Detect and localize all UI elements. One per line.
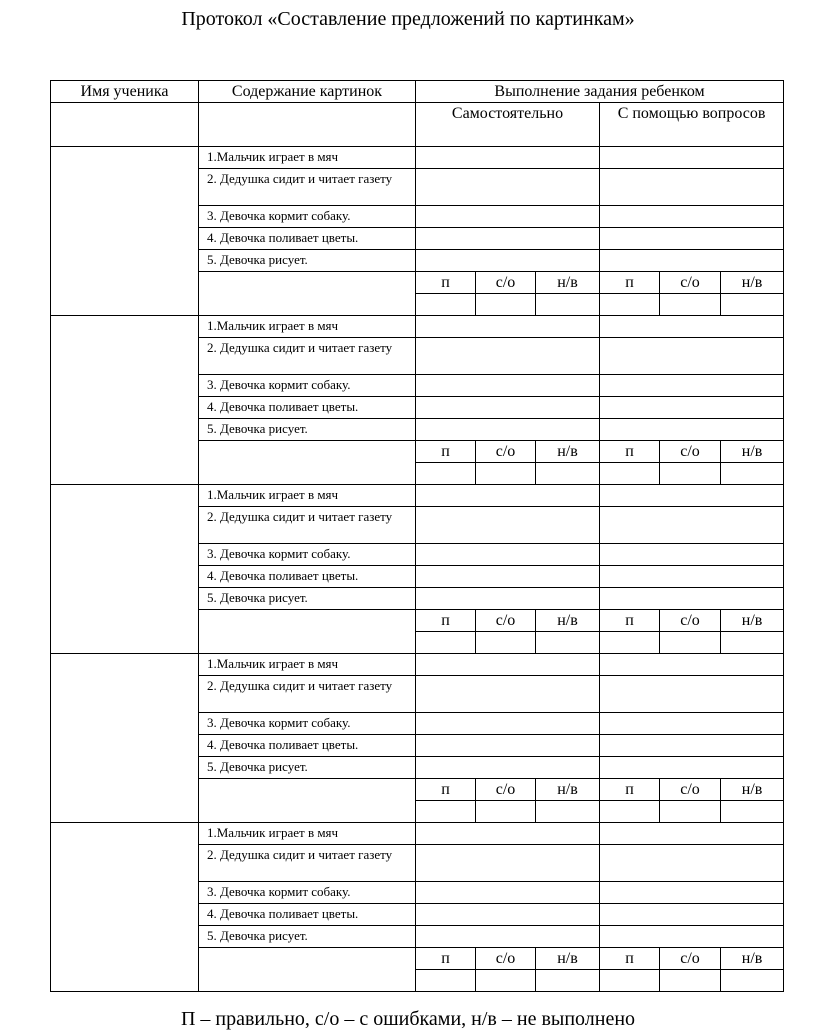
picture-item: 4. Девочка поливает цветы.	[199, 904, 416, 926]
result-code-label: с/о	[476, 948, 536, 970]
result-code-label: с/о	[660, 948, 721, 970]
result-score-cell[interactable]	[416, 463, 476, 485]
result-score-cell[interactable]	[600, 970, 660, 992]
with-questions-result-cell[interactable]	[600, 713, 784, 735]
picture-item: 5. Девочка рисует.	[199, 250, 416, 272]
result-score-cell[interactable]	[416, 294, 476, 316]
result-code-label: с/о	[660, 779, 721, 801]
picture-item: 3. Девочка кормит собаку.	[199, 375, 416, 397]
header-picture-content: Содержание картинок	[199, 81, 416, 103]
picture-item: 3. Девочка кормит собаку.	[199, 544, 416, 566]
result-score-cell[interactable]	[536, 801, 600, 823]
student-name-cell[interactable]	[51, 823, 199, 992]
with-questions-result-cell[interactable]	[600, 882, 784, 904]
picture-item: 5. Девочка рисует.	[199, 419, 416, 441]
picture-item: 1.Мальчик играет в мяч	[199, 316, 416, 338]
with-questions-result-cell[interactable]	[600, 676, 784, 713]
result-score-cell[interactable]	[660, 970, 721, 992]
result-code-label: п	[600, 441, 660, 463]
result-code-label: п	[416, 272, 476, 294]
result-score-cell[interactable]	[660, 801, 721, 823]
independent-result-cell[interactable]	[416, 544, 600, 566]
summary-empty-cell	[199, 272, 416, 316]
header-student-name: Имя ученика	[51, 81, 199, 103]
picture-item: 2. Дедушка сидит и читает газету	[199, 845, 416, 882]
independent-result-cell[interactable]	[416, 250, 600, 272]
result-code-label: н/в	[721, 272, 784, 294]
student-name-cell[interactable]	[51, 316, 199, 485]
picture-item: 1.Мальчик играет в мяч	[199, 147, 416, 169]
summary-empty-cell	[199, 441, 416, 485]
result-score-cell[interactable]	[721, 294, 784, 316]
independent-result-cell[interactable]	[416, 206, 600, 228]
result-code-label: п	[600, 610, 660, 632]
independent-result-cell[interactable]	[416, 507, 600, 544]
picture-item: 1.Мальчик играет в мяч	[199, 654, 416, 676]
with-questions-result-cell[interactable]	[600, 823, 784, 845]
result-score-cell[interactable]	[660, 463, 721, 485]
independent-result-cell[interactable]	[416, 419, 600, 441]
legend: П – правильно, с/о – с ошибками, н/в – не выполнено	[180, 1008, 636, 1030]
independent-result-cell[interactable]	[416, 588, 600, 610]
result-code-label: н/в	[721, 948, 784, 970]
result-code-label: с/о	[660, 610, 721, 632]
result-code-label: н/в	[536, 779, 600, 801]
result-code-label: п	[600, 948, 660, 970]
header-with-questions: С помощью вопросов	[600, 103, 784, 147]
with-questions-result-cell[interactable]	[600, 544, 784, 566]
result-code-label: с/о	[476, 441, 536, 463]
picture-item: 2. Дедушка сидит и читает газету	[199, 338, 416, 375]
picture-item: 2. Дедушка сидит и читает газету	[199, 169, 416, 206]
result-code-label: н/в	[536, 948, 600, 970]
result-code-label: н/в	[536, 610, 600, 632]
with-questions-result-cell[interactable]	[600, 485, 784, 507]
header-task-execution: Выполнение задания ребенком	[416, 81, 784, 103]
with-questions-result-cell[interactable]	[600, 147, 784, 169]
picture-item: 3. Девочка кормит собаку.	[199, 713, 416, 735]
independent-result-cell[interactable]	[416, 676, 600, 713]
independent-result-cell[interactable]	[416, 485, 600, 507]
independent-result-cell[interactable]	[416, 926, 600, 948]
header-empty-cell[interactable]	[51, 103, 199, 147]
with-questions-result-cell[interactable]	[600, 566, 784, 588]
picture-item: 2. Дедушка сидит и читает газету	[199, 676, 416, 713]
with-questions-result-cell[interactable]	[600, 904, 784, 926]
result-code-label: н/в	[721, 441, 784, 463]
result-score-cell[interactable]	[721, 970, 784, 992]
protocol-table	[50, 80, 784, 992]
summary-empty-cell	[199, 779, 416, 823]
with-questions-result-cell[interactable]	[600, 419, 784, 441]
picture-item: 4. Девочка поливает цветы.	[199, 735, 416, 757]
header-empty-cell[interactable]	[199, 103, 416, 147]
with-questions-result-cell[interactable]	[600, 375, 784, 397]
picture-item: 3. Девочка кормит собаку.	[199, 206, 416, 228]
result-code-label: с/о	[476, 610, 536, 632]
with-questions-result-cell[interactable]	[600, 316, 784, 338]
result-code-label: с/о	[660, 272, 721, 294]
independent-result-cell[interactable]	[416, 654, 600, 676]
result-code-label: с/о	[660, 441, 721, 463]
independent-result-cell[interactable]	[416, 735, 600, 757]
picture-item: 2. Дедушка сидит и читает газету	[199, 507, 416, 544]
result-code-label: н/в	[721, 779, 784, 801]
result-score-cell[interactable]	[600, 294, 660, 316]
result-score-cell[interactable]	[536, 294, 600, 316]
picture-item: 1.Мальчик играет в мяч	[199, 485, 416, 507]
result-score-cell[interactable]	[416, 801, 476, 823]
independent-result-cell[interactable]	[416, 169, 600, 206]
with-questions-result-cell[interactable]	[600, 397, 784, 419]
result-code-label: с/о	[476, 779, 536, 801]
result-score-cell[interactable]	[721, 801, 784, 823]
result-score-cell[interactable]	[476, 970, 536, 992]
result-code-label: п	[600, 779, 660, 801]
independent-result-cell[interactable]	[416, 397, 600, 419]
result-score-cell[interactable]	[536, 970, 600, 992]
result-code-label: п	[416, 441, 476, 463]
page-title: Протокол «Составление предложений по картинкам»	[181, 8, 635, 30]
independent-result-cell[interactable]	[416, 375, 600, 397]
picture-item: 5. Девочка рисует.	[199, 588, 416, 610]
result-code-label: н/в	[536, 441, 600, 463]
result-score-cell[interactable]	[416, 970, 476, 992]
result-score-cell[interactable]	[536, 463, 600, 485]
independent-result-cell[interactable]	[416, 147, 600, 169]
student-name-cell[interactable]	[51, 147, 199, 316]
picture-item: 5. Девочка рисует.	[199, 757, 416, 779]
result-score-cell[interactable]	[721, 463, 784, 485]
result-code-label: н/в	[536, 272, 600, 294]
result-score-cell[interactable]	[476, 632, 536, 654]
with-questions-result-cell[interactable]	[600, 654, 784, 676]
result-score-cell[interactable]	[416, 632, 476, 654]
result-score-cell[interactable]	[600, 632, 660, 654]
summary-empty-cell	[199, 610, 416, 654]
result-score-cell[interactable]	[476, 463, 536, 485]
with-questions-result-cell[interactable]	[600, 926, 784, 948]
student-name-cell[interactable]	[51, 485, 199, 654]
picture-item: 5. Девочка рисует.	[199, 926, 416, 948]
result-code-label: н/в	[721, 610, 784, 632]
summary-empty-cell	[199, 948, 416, 992]
result-score-cell[interactable]	[721, 632, 784, 654]
student-name-cell[interactable]	[51, 654, 199, 823]
result-score-cell[interactable]	[536, 632, 600, 654]
result-code-label: с/о	[476, 272, 536, 294]
with-questions-result-cell[interactable]	[600, 206, 784, 228]
with-questions-result-cell[interactable]	[600, 169, 784, 206]
picture-item: 4. Девочка поливает цветы.	[199, 566, 416, 588]
independent-result-cell[interactable]	[416, 882, 600, 904]
independent-result-cell[interactable]	[416, 904, 600, 926]
independent-result-cell[interactable]	[416, 845, 600, 882]
result-score-cell[interactable]	[660, 632, 721, 654]
picture-item: 4. Девочка поливает цветы.	[199, 228, 416, 250]
with-questions-result-cell[interactable]	[600, 338, 784, 375]
picture-item: 3. Девочка кормит собаку.	[199, 882, 416, 904]
result-code-label: п	[416, 610, 476, 632]
independent-result-cell[interactable]	[416, 713, 600, 735]
header-independent: Самостоятельно	[416, 103, 600, 147]
with-questions-result-cell[interactable]	[600, 250, 784, 272]
independent-result-cell[interactable]	[416, 316, 600, 338]
result-code-label: п	[416, 948, 476, 970]
picture-item: 4. Девочка поливает цветы.	[199, 397, 416, 419]
independent-result-cell[interactable]	[416, 566, 600, 588]
picture-item: 1.Мальчик играет в мяч	[199, 823, 416, 845]
with-questions-result-cell[interactable]	[600, 757, 784, 779]
result-score-cell[interactable]	[476, 801, 536, 823]
with-questions-result-cell[interactable]	[600, 228, 784, 250]
with-questions-result-cell[interactable]	[600, 735, 784, 757]
result-score-cell[interactable]	[600, 463, 660, 485]
independent-result-cell[interactable]	[416, 757, 600, 779]
independent-result-cell[interactable]	[416, 338, 600, 375]
result-score-cell[interactable]	[600, 801, 660, 823]
result-score-cell[interactable]	[660, 294, 721, 316]
result-code-label: п	[416, 779, 476, 801]
result-code-label: п	[600, 272, 660, 294]
with-questions-result-cell[interactable]	[600, 588, 784, 610]
with-questions-result-cell[interactable]	[600, 845, 784, 882]
result-score-cell[interactable]	[476, 294, 536, 316]
independent-result-cell[interactable]	[416, 823, 600, 845]
independent-result-cell[interactable]	[416, 228, 600, 250]
with-questions-result-cell[interactable]	[600, 507, 784, 544]
